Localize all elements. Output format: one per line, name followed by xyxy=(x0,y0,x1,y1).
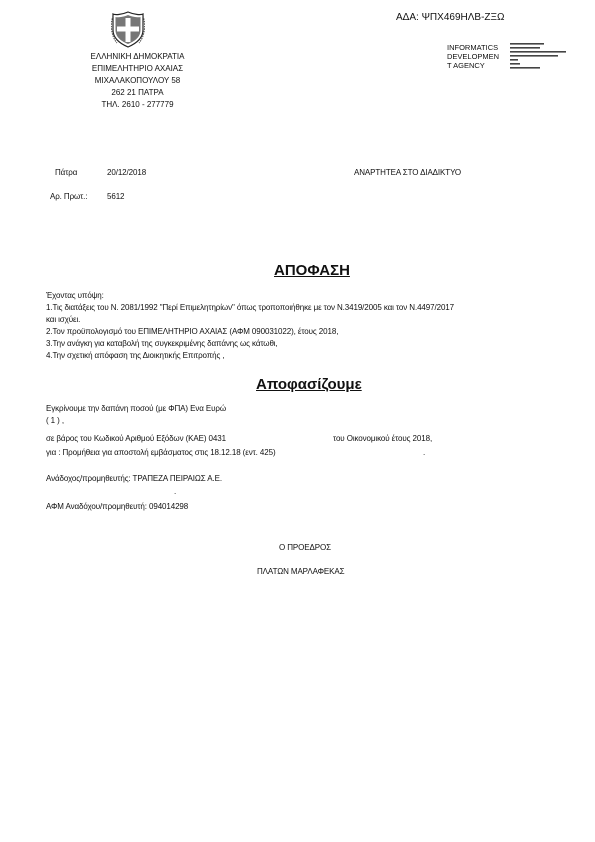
amount-text: ( 1 ) , xyxy=(46,416,64,425)
considering-item: 2.Τον προϋπολογισμό του ΕΠΙΜΕΛΗΤΗΡΙΟ ΑΧΑΙΑΣ (ΑΦΜ 090031022), έτους 2018, xyxy=(46,327,339,336)
considering-item: 4.Την σχετική απόφαση της Διοικητικής Επιτροπής , xyxy=(46,351,225,360)
considering-item: 3.Την ανάγκη για καταβολή της συγκεκριμένης δαπάνης ως κάτωθι, xyxy=(46,339,278,348)
contractor-afm-text: ΑΦΜ Αναδόχου/προμηθευτή: 094014298 xyxy=(46,502,189,511)
considering-item: 1.Τις διατάξεις του Ν. 2081/1992 "Περί Επιμελητηρίων" όπως τροποποιήθηκε με τον Ν.3419/2005 και τον Ν.4497/2017 xyxy=(46,303,454,312)
president-name: ΠΛΑΤΩΝ ΜΑΡΛΑΦΕΚΑΣ xyxy=(257,567,345,576)
kae-text: σε βάρος του Κωδικού Αριθμού Εξόδων (ΚΑΕ) 0431 xyxy=(46,434,226,443)
issuer-street: ΜΙΧΑΛΑΚΟΠΟΥΛΟΥ 58 xyxy=(94,76,181,85)
document-date: 20/12/2018 xyxy=(107,168,147,177)
place-label: Πάτρα xyxy=(55,168,78,177)
considering-item: και ισχύει. xyxy=(46,315,81,324)
contractor-text: Ανάδοχος/προμηθευτής: ΤΡΑΠΕΖΑ ΠΕΙΡΑΙΩΣ Α.Ε. xyxy=(46,474,222,483)
president-title: Ο ΠΡΟΕΔΡΟΣ xyxy=(279,543,331,552)
signature-label-line: INFORMATICS xyxy=(447,43,499,52)
purpose-end-text: . xyxy=(423,448,426,457)
greek-emblem-icon xyxy=(111,10,145,48)
decide-heading: Αποφασίζουμε xyxy=(256,376,362,393)
ada-code: ΑΔΑ: ΨΠΧ469ΗΛΒ-ΖΞΩ xyxy=(396,12,505,23)
considering-heading: Έχοντας υπόψη: xyxy=(46,291,104,300)
publication-note: ΑΝΑΡΤΗΤΕΑ ΣΤΟ ΔΙΑΔΙΚΤΥΟ xyxy=(354,168,461,177)
signature-label-line: T AGENCY xyxy=(447,61,485,70)
issuer-country: ΕΛΛΗΝΙΚΗ ΔΗΜΟΚΡΑΤΙΑ xyxy=(90,52,185,61)
signature-label-line: DEVELOPMEN xyxy=(447,52,500,61)
contractor-dot: . xyxy=(174,487,177,496)
issuer-phone: ΤΗΛ. 2610 - 277779 xyxy=(101,100,174,109)
protocol-number: 5612 xyxy=(107,192,125,201)
approval-text: Εγκρίνουμε την δαπάνη ποσού (με ΦΠΑ) Ενα Ευρώ xyxy=(46,404,226,413)
protocol-label: Αρ. Πρωτ.: xyxy=(50,192,88,201)
signature-fine-print-icon xyxy=(510,42,570,76)
issuer-organization: ΕΠΙΜΕΛΗΤΗΡΙΟ ΑΧΑΙΑΣ xyxy=(91,64,184,73)
purpose-text: για : Προμήθεια για αποστολή εμβάσματος στις 18.12.18 (εντ. 425) xyxy=(46,448,276,457)
issuer-city: 262 21 ΠΑΤΡΑ xyxy=(111,88,164,97)
fiscal-year-text: του Οικονομικού έτους 2018, xyxy=(333,434,433,443)
document-title: ΑΠΟΦΑΣΗ xyxy=(274,262,350,279)
